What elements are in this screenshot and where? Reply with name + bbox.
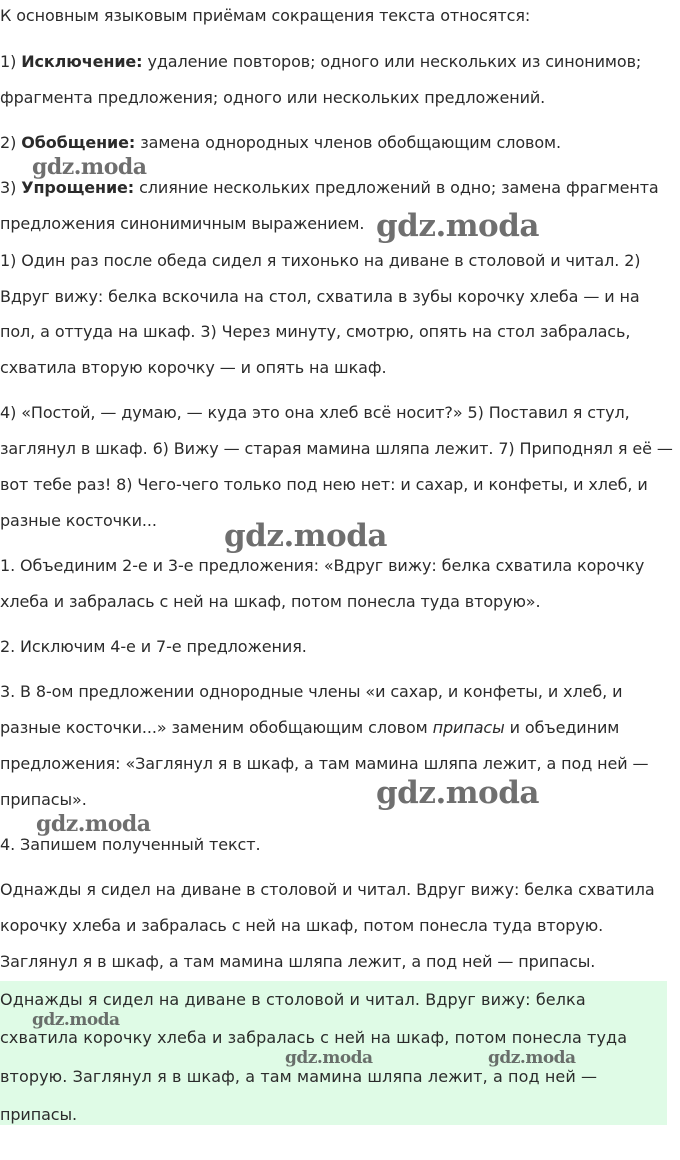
step-1-line-1: 1. Объединим 2-е и 3-е предложения: «Вдруг вижу: белка схватила корочку [0,556,645,575]
technique-2-term: Обобщение: [21,133,136,152]
watermark: gdz.moda [376,208,539,244]
result-text-line: корочку хлеба и забралась с ней на шкаф, потом понесла туда вторую. [0,916,604,935]
step-3-line-3: предложения: «Заглянул я в шкаф, а там мамина шляпа лежит, а под ней — [0,754,649,773]
technique-3-line-2: предложения синонимичным выражением. [0,214,365,233]
watermark: gdz.moda [36,811,151,837]
technique-1-line-1 [0,51,641,73]
technique-1-number: 1) [0,52,22,71]
technique-1-line-2: фрагмента предложения; одного или нескольких предложений. [0,88,546,107]
technique-3-desc: слияние нескольких предложений в одно; замена фрагмента [134,178,659,197]
answer-text-line: схватила корочку хлеба и забралась с ней на шкаф, потом понесла туда [0,1028,628,1047]
step-3-line-2 [0,717,619,739]
technique-2-desc: замена однородных членов обобщающим словом. [135,133,561,152]
watermark: gdz.moda [488,1048,576,1068]
technique-3-number: 3) [0,178,22,197]
source-text-line: 4) «Постой, — думаю, — куда это она хлеб всё носит?» 5) Поставил я стул, [0,403,630,422]
result-text-line: Заглянул я в шкаф, а там мамина шляпа лежит, а под ней — припасы. [0,952,596,971]
source-text-line: разные косточки... [0,511,157,530]
technique-2-number: 2) [0,133,22,152]
technique-3-term: Упрощение: [21,178,135,197]
source-text-line: вот тебе раз! 8) Чего-чего только под нею нет: и сахар, и конфеты, и хлеб, и [0,475,648,494]
step-1-line-2: хлеба и забралась с ней на шкаф, потом понесла туда вторую». [0,592,541,611]
source-text-line: Вдруг вижу: белка вскочила на стол, схватила в зубы корочку хлеба — и на [0,287,640,306]
result-text-line: Однажды я сидел на диване в столовой и читал. Вдруг вижу: белка схватила [0,880,655,899]
technique-1-desc: удаление повторов; одного или нескольких из синонимов; [142,52,642,71]
step-4: 4. Запишем полученный текст. [0,835,261,854]
source-text-line: заглянул в шкаф. 6) Вижу — старая мамина шляпа лежит. 7) Приподнял я её — [0,439,673,458]
step-3-text: разные косточки...» заменим обобщающим словом [0,718,433,737]
answer-text-line: припасы. [0,1105,77,1124]
source-text-line: пол, а оттуда на шкаф. 3) Через минуту, смотрю, опять на стол забралась, [0,322,631,341]
step-3-emphasis: припасы [432,718,505,737]
technique-3-line-1 [0,177,659,199]
watermark: gdz.moda [224,518,387,554]
step-3-text-end: и объединим [504,718,620,737]
answer-text-line: Однажды я сидел на диване в столовой и читал. Вдруг вижу: белка [0,990,586,1009]
answer-text-line: вторую. Заглянул я в шкаф, а там мамина шляпа лежит, а под ней — [0,1067,598,1086]
step-3-line-4: припасы». [0,790,87,809]
watermark: gdz.moda [285,1048,373,1068]
watermark: gdz.moda [376,775,539,811]
source-text-line: схватила вторую корочку — и опять на шкаф. [0,358,387,377]
watermark: gdz.moda [32,1010,120,1030]
technique-2-line-1 [0,132,561,154]
step-2: 2. Исключим 4-е и 7-е предложения. [0,637,307,656]
source-text-line: 1) Один раз после обеда сидел я тихонько на диване в столовой и читал. 2) [0,251,641,270]
watermark: gdz.moda [32,154,147,180]
technique-1-term: Исключение: [21,52,143,71]
intro-text: К основным языковым приёмам сокращения текста относятся: [0,6,531,25]
step-3-line-1: 3. В 8-ом предложении однородные члены «и сахар, и конфеты, и хлеб, и [0,682,623,701]
